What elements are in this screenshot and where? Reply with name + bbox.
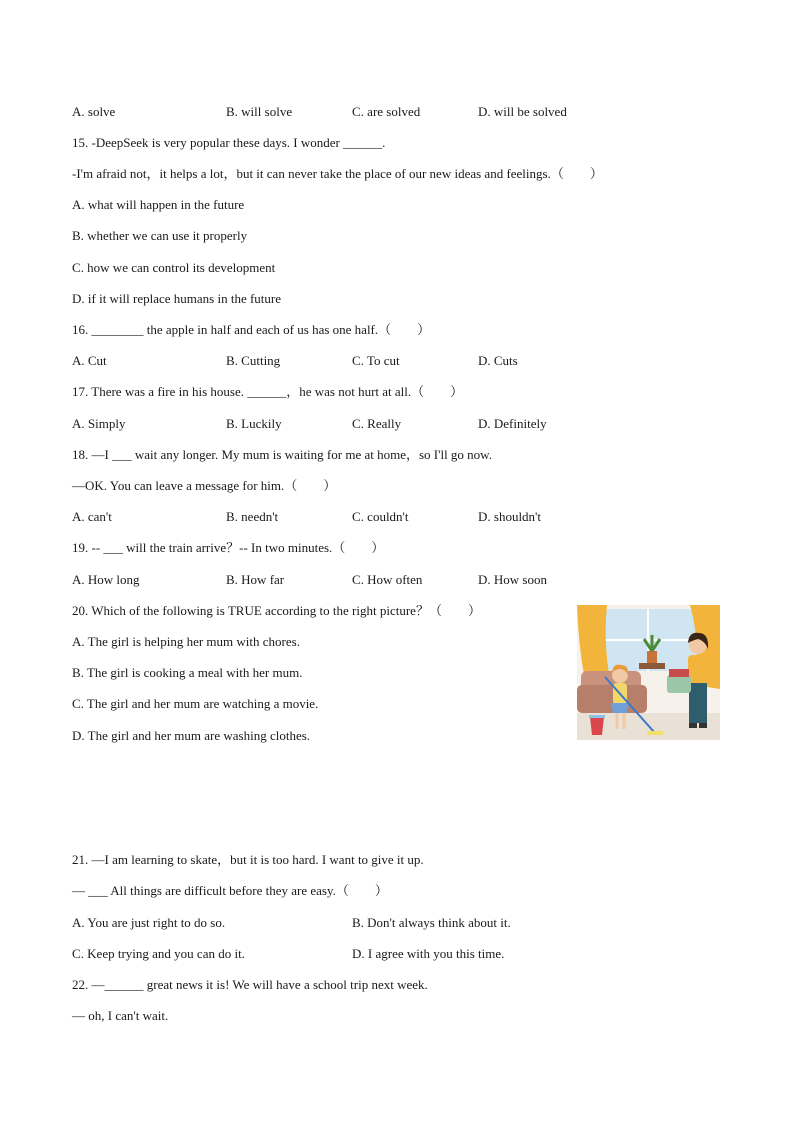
q15-stem-1: 15. -DeepSeek is very popular these days. I wonder ______. <box>72 135 386 150</box>
q14-option-b: B. will solve <box>226 104 293 119</box>
q22-stem-2: — oh, I can't wait. <box>72 1008 169 1023</box>
q20-stem: 20. Which of the following is TRUE according to the right picture？（ ） <box>72 603 481 618</box>
q20-option-a: A. The girl is helping her mum with chores. <box>72 634 300 649</box>
q17-stem: 17. There was a fire in his house. ______，he was not hurt at all.（ ） <box>72 384 464 399</box>
q21-option-c: C. Keep trying and you can do it. <box>72 946 245 961</box>
q20-option-d: D. The girl and her mum are washing clothes. <box>72 728 311 743</box>
q20-option-b: B. The girl is cooking a meal with her mum. <box>72 665 303 680</box>
q21-option-a: A. You are just right to do so. <box>72 915 226 930</box>
q15-option-c: C. how we can control its development <box>72 260 276 275</box>
q22-stem-1: 22. —______ great news it is! We will have a school trip next week. <box>72 977 428 992</box>
bucket <box>590 717 604 735</box>
mom-pants <box>689 683 707 723</box>
q16-option-d: D. Cuts <box>478 353 518 368</box>
q20-illustration <box>577 605 720 740</box>
q17-option-a: A. Simply <box>72 416 126 431</box>
q14-option-a: A. solve <box>72 104 116 119</box>
q17-option-b: B. Luckily <box>226 416 282 431</box>
q15-option-d: D. if it will replace humans in the future <box>72 291 282 306</box>
q19-option-c: C. How often <box>352 572 423 587</box>
q21-stem-2: — ___ All things are difficult before they are easy.（ ） <box>72 883 388 898</box>
q19-option-d: D. How soon <box>478 572 547 587</box>
q15-stem-2: -I'm afraid not，it helps a lot，but it can never take the place of our new ideas and feelings.（ ） <box>72 166 603 181</box>
q16-option-b: B. Cutting <box>226 353 281 368</box>
q16-stem: 16. ________ the apple in half and each of us has one half.（ ） <box>72 322 431 337</box>
basket <box>667 675 691 693</box>
q15-option-b: B. whether we can use it properly <box>72 228 248 243</box>
q14-option-c: C. are solved <box>352 104 421 119</box>
q18-option-a: A. can't <box>72 509 112 524</box>
q20-option-c: C. The girl and her mum are watching a movie. <box>72 696 319 711</box>
q16-option-a: A. Cut <box>72 353 107 368</box>
q18-stem-2: —OK. You can leave a message for him.（ ） <box>72 478 337 493</box>
q18-stem-1: 18. —I ___ wait any longer. My mum is waiting for me at home，so I'll go now. <box>72 447 492 462</box>
q21-option-b: B. Don't always think about it. <box>352 915 511 930</box>
side-table <box>639 663 665 669</box>
q21-option-d: D. I agree with you this time. <box>352 946 505 961</box>
q16-option-c: C. To cut <box>352 353 400 368</box>
q21-stem-1: 21. —I am learning to skate，but it is too hard. I want to give it up. <box>72 852 424 867</box>
q17-option-d: D. Definitely <box>478 416 547 431</box>
q15-option-a: A. what will happen in the future <box>72 197 245 212</box>
plant-pot <box>647 651 657 663</box>
q18-option-b: B. needn't <box>226 509 279 524</box>
q18-option-c: C. couldn't <box>352 509 409 524</box>
q18-option-d: D. shouldn't <box>478 509 542 524</box>
mop-head <box>647 731 663 735</box>
q19-stem: 19. -- ___ will the train arrive？-- In two minutes.（ ） <box>72 540 385 555</box>
q19-option-b: B. How far <box>226 572 285 587</box>
q17-option-c: C. Really <box>352 416 402 431</box>
q19-option-a: A. How long <box>72 572 140 587</box>
q14-option-d: D. will be solved <box>478 104 567 119</box>
